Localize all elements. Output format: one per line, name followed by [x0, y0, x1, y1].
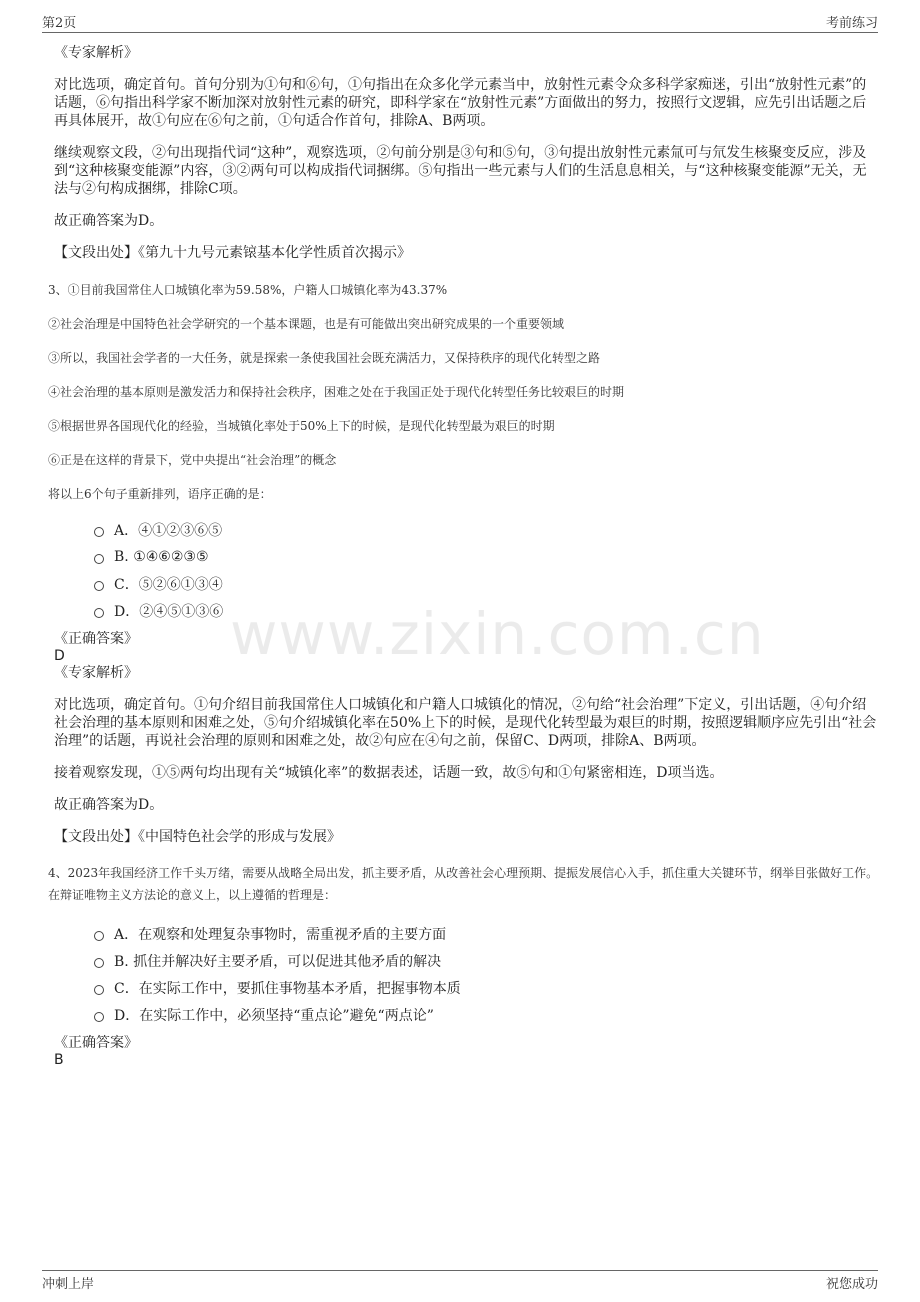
analysis-paragraph: 对比选项，确定首句。首句分别为①句和⑥句，①句指出在众多化学元素当中，放射性元素令众多科学家痴迷，引出“放射性元素”的话题，⑥句指出科学家不断加深对放射性元素的研究，即科学家在“放射性元素”方面做出的努力，按照行文逻辑，应先引出话题之后再具体展开，故①句应在⑥句之前，①句适合作首句，排除A、B两项。 — [54, 77, 867, 129]
option-label: C．在实际工作中，要抓住事物基本矛盾，把握事物本质 — [114, 980, 461, 997]
question-3 — [48, 282, 880, 502]
analysis-conclusion: 故正确答案为D。 — [54, 797, 164, 813]
page-footer — [42, 1270, 878, 1292]
radio-icon[interactable] — [94, 985, 104, 995]
radio-icon[interactable] — [94, 581, 104, 591]
radio-icon[interactable] — [94, 527, 104, 537]
analysis-paragraph: 继续观察文段，②句出现指代词“这种”，观察选项，②句前分别是③句和⑤句，③句提出放射性元素氚可与氘发生核聚变反应，涉及到“这种核聚变能源”内容，③②两句可以构成指代词捆绑。⑤句指出一些元素与人们的生活息息相关，与“这种核聚变能源”无关，无法与②句构成捆绑，排除C项。 — [54, 145, 867, 197]
option-b[interactable] — [94, 543, 880, 570]
option-label: D．②④⑤①③⑥ — [114, 603, 224, 620]
option-a[interactable] — [94, 920, 880, 947]
option-label: A．在观察和处理复杂事物时，需重视矛盾的主要方面 — [114, 926, 447, 943]
option-a[interactable] — [94, 516, 880, 543]
correct-answer: B — [54, 1052, 64, 1068]
option-d[interactable] — [94, 597, 880, 624]
correct-answer: D — [54, 648, 65, 664]
option-label: C．⑤②⑥①③④ — [114, 576, 223, 593]
question-prompt: 将以上6个句子重新排列，语序正确的是： — [48, 487, 272, 501]
option-label: D．在实际工作中，必须坚持“重点论”避免“两点论” — [114, 1007, 434, 1024]
answer-heading: 《正确答案》 — [54, 1035, 138, 1051]
document-body — [48, 44, 880, 1068]
option-label: B. ①④⑥②③⑤ — [114, 548, 209, 565]
sentence-5: ⑤根据世界各国现代化的经验，当城镇化率处于50%上下的时候，是现代化转型最为艰巨的时期 — [48, 419, 555, 433]
header-title: 考前练习 — [825, 16, 878, 31]
sentence-6: ⑥正是在这样的背景下，党中央提出“社会治理”的概念 — [48, 453, 337, 467]
question-stem: 4、2023年我国经济工作千头万绪，需要从战略全局出发，抓主要矛盾，从改善社会心理预期、提振发展信心入手，抓住重大关键环节，纲举目张做好工作。在辩证唯物主义方法论的意义上，以上遵循的哲理是： — [48, 866, 879, 902]
option-label: A．④①②③⑥⑤ — [114, 522, 223, 539]
analysis-conclusion: 故正确答案为D。 — [54, 213, 164, 229]
radio-icon[interactable] — [94, 1012, 104, 1022]
analysis-heading: 《专家解析》 — [54, 45, 138, 61]
source-citation: 【文段出处】《中国特色社会学的形成与发展》 — [54, 829, 341, 845]
option-c[interactable] — [94, 570, 880, 597]
option-c[interactable] — [94, 974, 880, 1001]
radio-icon[interactable] — [94, 958, 104, 968]
answer-heading: 《正确答案》 — [54, 631, 138, 647]
page-header — [42, 12, 878, 33]
radio-icon[interactable] — [94, 931, 104, 941]
options-list — [94, 516, 880, 624]
option-label: B. 抓住并解决好主要矛盾，可以促进其他矛盾的解决 — [114, 953, 442, 970]
page-number: 第2页 — [42, 16, 77, 31]
source-citation: 【文段出处】《第九十九号元素锿基本化学性质首次揭示》 — [54, 245, 411, 261]
footer-right: 祝您成功 — [825, 1277, 878, 1292]
analysis-paragraph: 对比选项，确定首句。①句介绍目前我国常住人口城镇化和户籍人口城镇化的情况，②句给“社会治理”下定义，引出话题，④句介绍社会治理的基本原则和困难之处，⑤句介绍城镇化率在50%上下的时候，是现代化转型最为艰巨的时期，按照逻辑顺序应先引出“社会治理”的话题，再说社会治理的原则和困难之处，故②句应在④句之前，保留C、D两项，排除A、B两项。 — [54, 697, 877, 749]
analysis-paragraph: 接着观察发现，①⑤两句均出现有关“城镇化率”的数据表述，话题一致，故⑤句和①句紧密相连，D项当选。 — [54, 765, 724, 781]
options-list — [94, 920, 880, 1028]
option-b[interactable] — [94, 947, 880, 974]
question-stem: 3、①目前我国常住人口城镇化率为59.58%，户籍人口城镇化率为43.37% — [48, 283, 448, 297]
watermark: www.zixin.com.cn — [230, 600, 765, 668]
analysis-heading: 《专家解析》 — [54, 665, 138, 681]
sentence-3: ③所以，我国社会学者的一大任务，就是探索一条使我国社会既充满活力，又保持秩序的现代化转型之路 — [48, 351, 601, 365]
sentence-2: ②社会治理是中国特色社会学研究的一个基本课题，也是有可能做出突出研究成果的一个重要领域 — [48, 317, 565, 331]
radio-icon[interactable] — [94, 554, 104, 564]
option-d[interactable] — [94, 1001, 880, 1028]
footer-left: 冲刺上岸 — [42, 1277, 95, 1292]
radio-icon[interactable] — [94, 608, 104, 618]
sentence-4: ④社会治理的基本原则是激发活力和保持社会秩序，困难之处在于我国正处于现代化转型任务比较艰巨的时期 — [48, 385, 625, 399]
